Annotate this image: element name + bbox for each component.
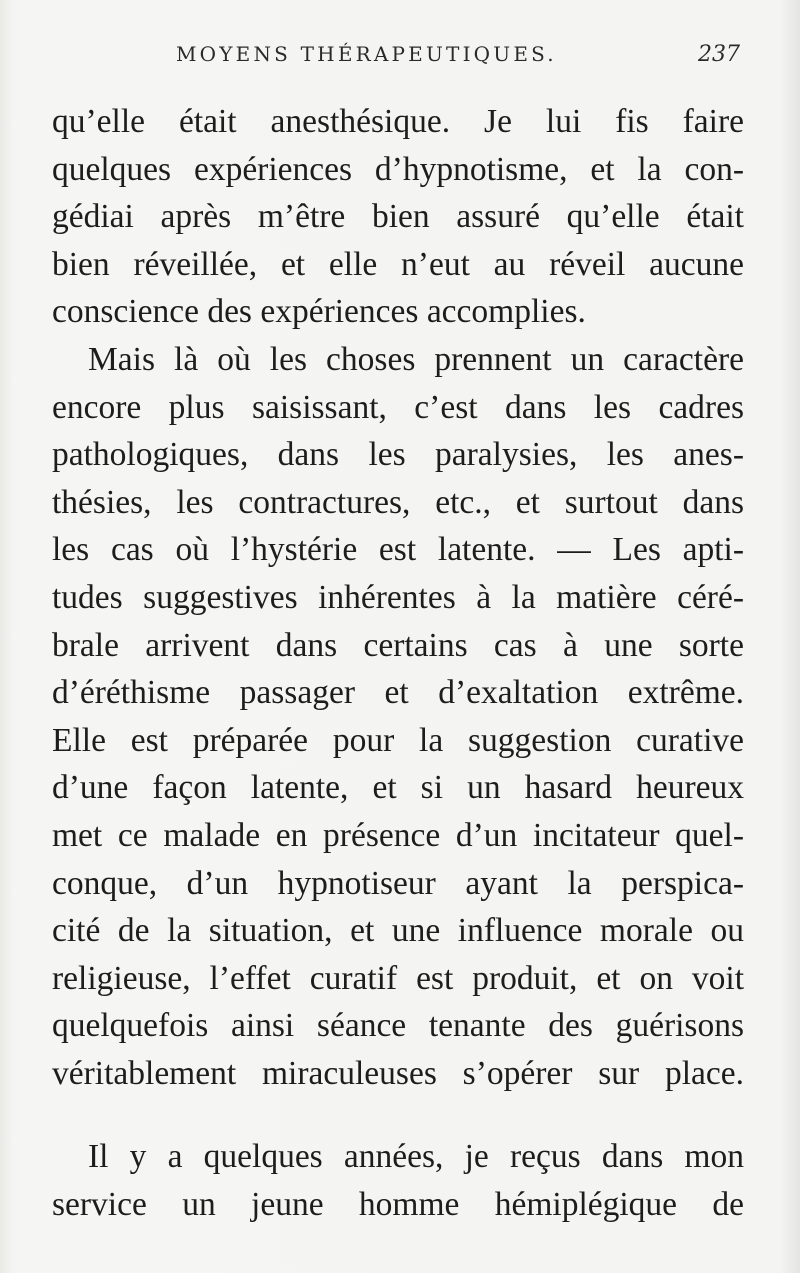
text-line: tudes suggestives inhérentes à la matière céré- [52,578,744,616]
text-line: quelques expériences d’hypnotisme, et la con- [52,150,744,188]
text-line: cité de la situation, et une influence morale ou [52,912,744,950]
text-line: qu’elle était anesthésique. Je lui fis faire [52,103,744,140]
text-line: encore plus saisissant, c’est dans les cadres [52,388,744,426]
text-line: conscience des expériences accomplies. [52,293,586,331]
text-line: les cas où l’hystérie est latente. — Les apti- [52,531,744,569]
paragraph [52,1133,744,1228]
running-head [0,42,800,76]
text-line: service un jeune homme hémiplégique de [52,1186,744,1224]
section-gap [52,1097,744,1133]
text-line: Elle est préparée pour la suggestion curative [52,721,744,759]
text-line: conque, d’un hypnotiseur ayant la perspica- [52,864,744,902]
text-line: Il y a quelques années, je reçus dans mon [88,1138,744,1176]
text-line: brale arrivent dans certains cas à une sorte [52,626,744,664]
text-line: pathologiques, dans les paralysies, les anes- [52,436,744,474]
text-line: bien réveillée, et elle n’eut au réveil aucune [52,245,744,283]
text-line: d’éréthisme passager et d’exaltation extrême. [52,674,744,712]
text-line: véritablement miraculeuses s’opérer sur place. [52,1054,744,1092]
text-line: thésies, les contractures, etc., et surtout dans [52,483,744,521]
text-line: met ce malade en présence d’un incitateur quel- [52,816,744,854]
text-line: d’une façon latente, et si un hasard heureux [52,769,744,807]
text-line: Mais là où les choses prennent un caractère [88,340,744,378]
text-line: gédiai après m’être bien assuré qu’elle était [52,198,744,236]
page-number: 237 [698,42,740,67]
text-line: quelquefois ainsi séance tenante des guérisons [52,1007,744,1045]
paragraph [52,336,744,1098]
text-line: religieuse, l’effet curatif est produit, et on voit [52,959,744,997]
running-title: MOYENS THÉRAPEUTIQUES. [176,42,557,66]
paragraph [52,98,744,336]
body-text [52,98,744,1229]
